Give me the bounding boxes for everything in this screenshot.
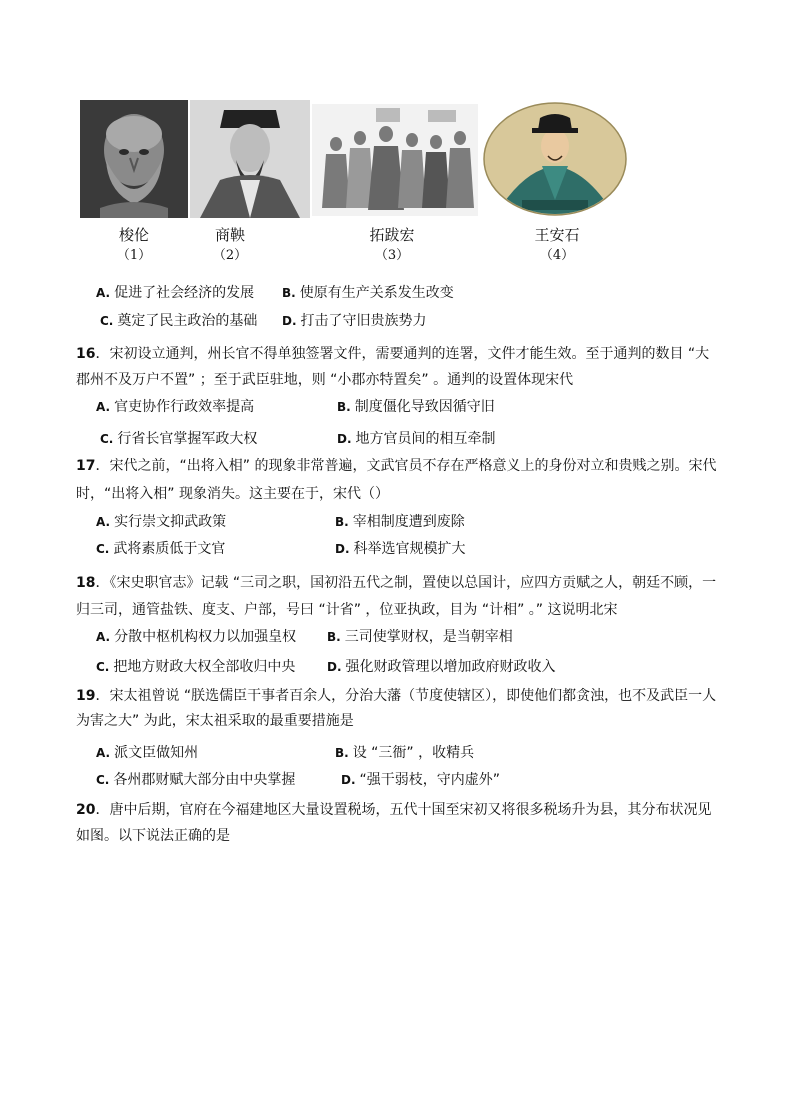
shangyang-portrait-image (190, 100, 310, 218)
q19-option-d[interactable]: D. “强干弱枝，守内虚外” (341, 772, 501, 788)
figure-index: （1） (116, 248, 152, 263)
option-text: “强干弱枝，守内虚外” (359, 772, 501, 788)
q15-option-d[interactable]: D. 打击了守旧贵族势力 (282, 313, 427, 329)
portrait-figures (76, 100, 636, 265)
question-text: ．宋太祖曾说 “朕选儒臣干事者百余人，分治大藩（节度使辖区），即使他们都贪浊，也不及武臣一人 (95, 688, 717, 704)
option-text: 实行崇文抑武政策 (114, 514, 227, 530)
figure-name: 王安石 (534, 226, 580, 244)
option-text: 奠定了民主政治的基础 (117, 313, 258, 329)
q19-option-b[interactable]: B. 设 “三衙” ，收精兵 (335, 745, 475, 761)
q17-option-a[interactable]: A. 实行崇文抑武政策 (96, 514, 227, 530)
q17-option-d[interactable]: D. 科举选官规模扩大 (335, 541, 466, 557)
option-text: 行省长官掌握军政大权 (117, 431, 258, 447)
q18-option-c[interactable]: C. 把地方财政大权全部收归中央 (96, 659, 296, 675)
option-text: 把地方财政大权全部收归中央 (113, 659, 296, 675)
q16-option-d[interactable]: D. 地方官员间的相互牵制 (337, 431, 496, 447)
wanganshi-portrait-image (482, 100, 632, 218)
q18-option-a[interactable]: A. 分散中枢机构权力以加强皇权 (96, 629, 297, 645)
option-text: 各州郡财赋大部分由中央掌握 (113, 772, 296, 788)
option-text: 地方官员间的相互牵制 (355, 431, 496, 447)
q15-option-b[interactable]: B. 使原有生产关系发生改变 (282, 285, 454, 301)
solon-bust-image (80, 100, 188, 218)
question-number: 19 (76, 688, 96, 704)
figure-index: （2） (212, 248, 248, 263)
question-text: ．《宋史职官志》记载 “三司之职，国初沿五代之制，置使以总国计，应四方贡赋之人，朝廷不顾，一 (95, 575, 717, 591)
figure-name: 商鞅 (214, 226, 245, 244)
question-number: 20 (76, 802, 96, 818)
q20-stem-line2: 如图。以下说法正确的是 (76, 828, 230, 844)
option-text: 制度僵化导致因循守旧 (354, 399, 495, 415)
option-text: 强化财政管理以增加政府财政收入 (345, 659, 556, 675)
q17-option-b[interactable]: B. 宰相制度遭到废除 (335, 514, 465, 530)
figure-name: 梭伦 (118, 226, 149, 244)
option-text: 打击了守旧贵族势力 (300, 313, 427, 329)
option-text: 武将素质低于文官 (113, 541, 226, 557)
q19-stem-line1 (76, 687, 716, 705)
q16-stem-line1 (76, 345, 709, 363)
option-text: 派文臣做知州 (114, 745, 199, 761)
question-number: 16 (76, 346, 96, 362)
q15-option-a[interactable]: A. 促进了社会经济的发展 (96, 285, 255, 301)
option-text: 三司使掌财权，是当朝宰相 (344, 629, 513, 645)
q17-stem-line2: 时，“出将入相” 现象消失。这主要在于，宋代（） (76, 486, 389, 502)
q18-stem-line2: 归三司，通管盐铁、度支、户部，号曰 “计省” ，位亚执政，目为 “计相” 。” 这说明北宋 (76, 602, 618, 618)
q17-stem-line1 (76, 457, 716, 475)
q19-stem-line2: 为害之大” 为此，宋太祖采取的最重要措施是 (76, 713, 354, 729)
q19-option-a[interactable]: A. 派文臣做知州 (96, 745, 199, 761)
question-number: 17 (76, 458, 96, 474)
q17-option-c[interactable]: C. 武将素质低于文官 (96, 541, 226, 557)
option-text: 科举选官规模扩大 (353, 541, 466, 557)
q16-stem-line2: 郡州不及万户不置” ；至于武臣驻地，则 “小郡亦特置矣” 。通判的设置体现宋代 (76, 372, 574, 388)
question-text: ．宋代之前，“出将入相” 的现象非常普遍，文武官员不存在严格意义上的身份对立和贵贱之别。宋代 (95, 458, 717, 474)
option-text: 官吏协作行政效率提高 (114, 399, 255, 415)
question-text: ．唐中后期，官府在今福建地区大量设置税场，五代十国至宋初又将很多税场升为县，其分布状况见 (95, 802, 712, 818)
figure-index: （4） (539, 248, 575, 263)
figure-name: 拓跋宏 (369, 226, 415, 244)
q19-option-c[interactable]: C. 各州郡财赋大部分由中央掌握 (96, 772, 296, 788)
q18-stem-line1 (76, 574, 716, 592)
option-text: 分散中枢机构权力以加强皇权 (114, 629, 297, 645)
option-text: 设 “三衙” ，收精兵 (352, 745, 475, 761)
option-text: 使原有生产关系发生改变 (299, 285, 454, 301)
question-text: ．宋初设立通判，州长官不得单独签署文件，需要通判的连署，文件才能生效。至于通判的数目 “大 (95, 346, 710, 362)
tuobahong-procession-image (312, 104, 478, 216)
q16-option-b[interactable]: B. 制度僵化导致因循守旧 (337, 399, 495, 415)
option-text: 宰相制度遭到废除 (352, 514, 465, 530)
q18-option-d[interactable]: D. 强化财政管理以增加政府财政收入 (327, 659, 556, 675)
q18-option-b[interactable]: B. 三司使掌财权，是当朝宰相 (327, 629, 513, 645)
q16-option-c[interactable]: C. 行省长官掌握军政大权 (100, 431, 258, 447)
question-number: 18 (76, 575, 96, 591)
figure-index: （3） (374, 248, 410, 263)
q20-stem-line1 (76, 801, 711, 819)
q16-option-a[interactable]: A. 官吏协作行政效率提高 (96, 399, 255, 415)
option-text: 促进了社会经济的发展 (114, 285, 255, 301)
q15-option-c[interactable]: C. 奠定了民主政治的基础 (100, 313, 258, 329)
